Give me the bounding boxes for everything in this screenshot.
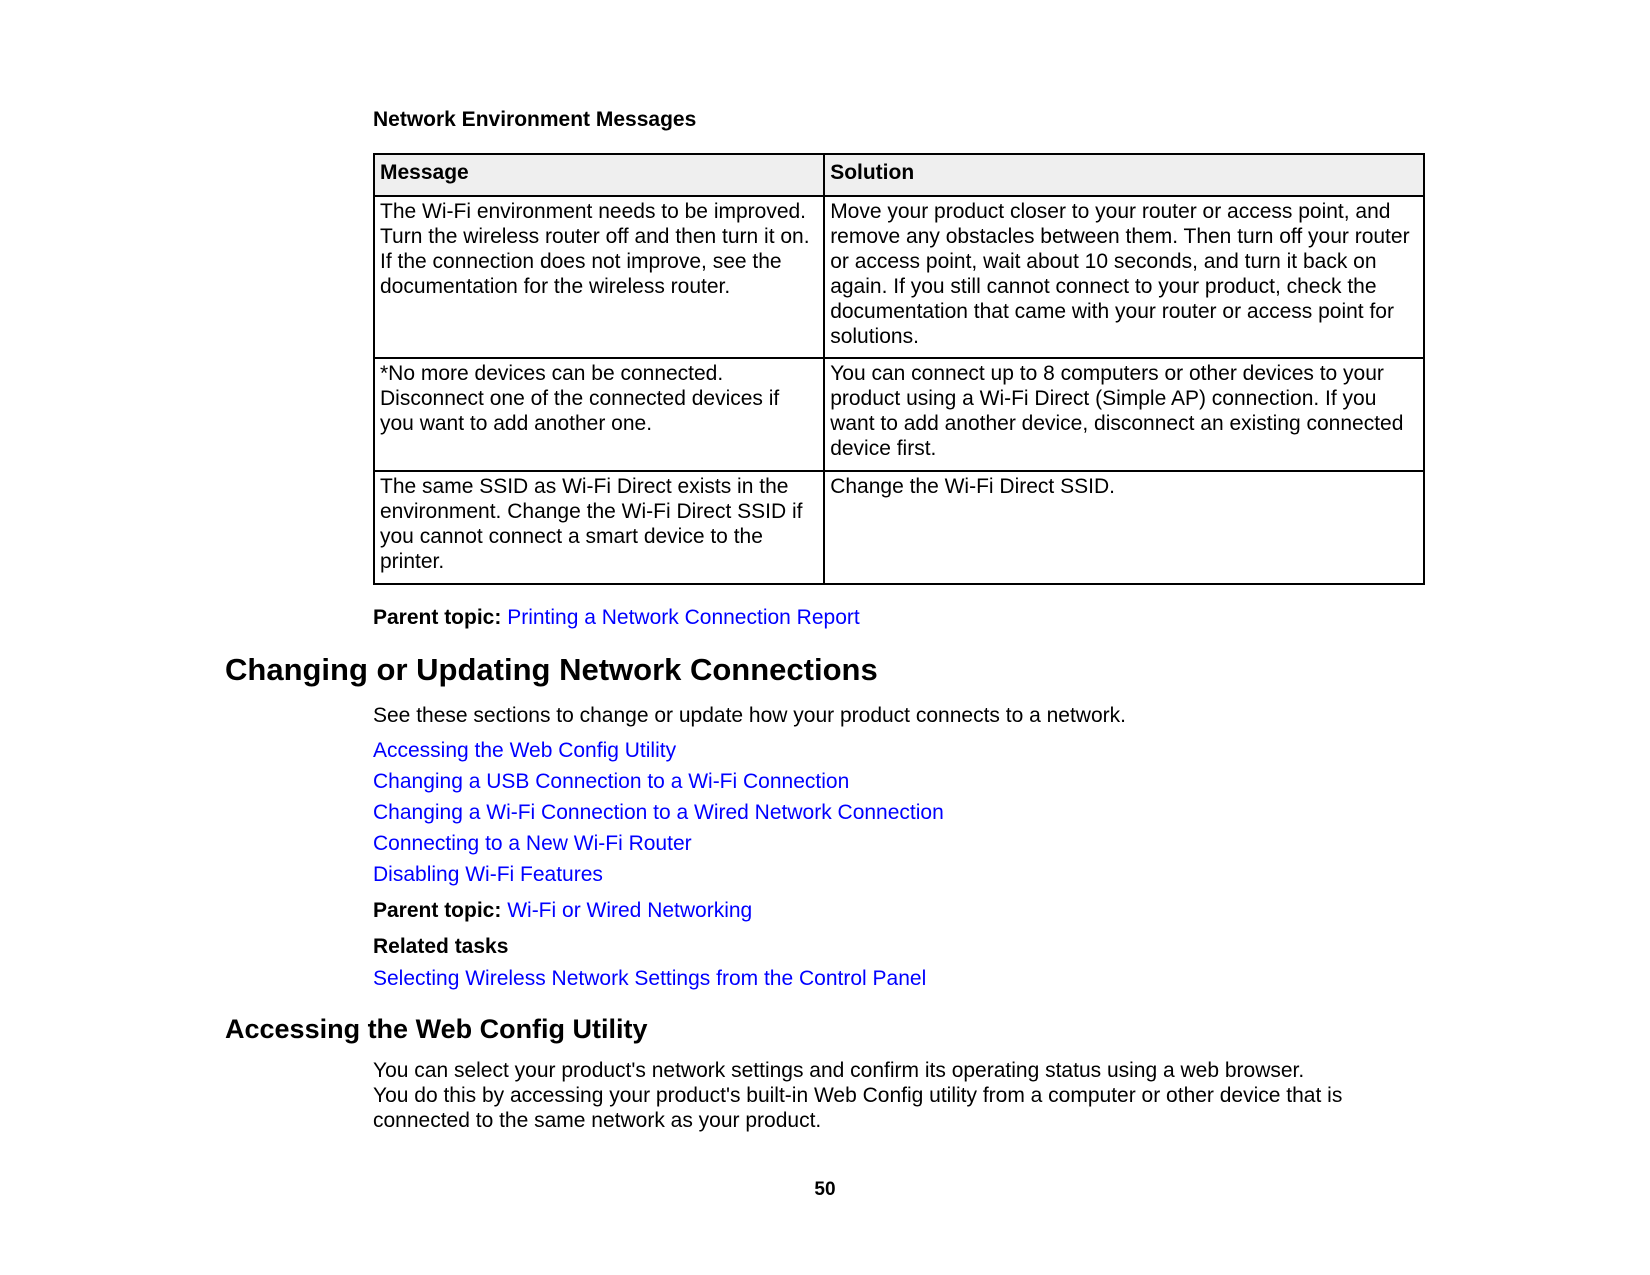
paragraph-line: connected to the same network as your product. (373, 1109, 822, 1132)
link-accessing-web-config[interactable]: Accessing the Web Config Utility (373, 739, 677, 762)
paragraph-line: You can select your product's network settings and confirm its operating status using a web browser. (373, 1059, 1305, 1082)
solution-cell: Change the Wi-Fi Direct SSID. (824, 471, 1424, 584)
table-row (374, 196, 1424, 358)
column-header-message: Message (374, 154, 824, 196)
section-intro: See these sections to change or update how your product connects to a network. (373, 704, 1126, 727)
link-new-wifi-router[interactable]: Connecting to a New Wi-Fi Router (373, 832, 692, 855)
message-cell: The same SSID as Wi-Fi Direct exists in the environment. Change the Wi-Fi Direct SSID if you cannot connect a smart device to the printer. (374, 471, 824, 584)
related-task-link[interactable]: Selecting Wireless Network Settings from the Control Panel (373, 967, 927, 990)
table-row (374, 471, 1424, 584)
parent-topic-link[interactable]: Wi-Fi or Wired Networking (507, 899, 753, 922)
table-title: Network Environment Messages (373, 108, 697, 131)
related-tasks-label: Related tasks (373, 935, 509, 958)
message-cell: *No more devices can be connected. Disconnect one of the connected devices if you want to add another one. (374, 358, 824, 471)
paragraph-line: You do this by accessing your product's built-in Web Config utility from a computer or other device that is (373, 1084, 1343, 1107)
table-row (374, 358, 1424, 471)
table-header-row (374, 154, 1424, 196)
section-heading-changing: Changing or Updating Network Connections (225, 652, 878, 687)
parent-topic-label: Parent topic: (373, 606, 502, 629)
link-wifi-to-wired[interactable]: Changing a Wi-Fi Connection to a Wired Network Connection (373, 801, 944, 824)
network-messages-table (373, 153, 1425, 585)
column-header-solution: Solution (824, 154, 1424, 196)
parent-topic (373, 606, 860, 630)
link-disabling-wifi[interactable]: Disabling Wi-Fi Features (373, 863, 603, 886)
parent-topic-link[interactable]: Printing a Network Connection Report (507, 606, 860, 629)
parent-topic-label: Parent topic: (373, 899, 502, 922)
page-number: 50 (814, 1179, 836, 1200)
link-usb-to-wifi[interactable]: Changing a USB Connection to a Wi-Fi Connection (373, 770, 850, 793)
solution-cell: You can connect up to 8 computers or other devices to your product using a Wi-Fi Direct (Simple AP) connection. If you want to add another device, disconnect an existing connected device first. (824, 358, 1424, 471)
solution-cell: Move your product closer to your router or access point, and remove any obstacles between them. Then turn off your router or access point, wait about 10 seconds, and turn it back on again. If you still cannot connect to your product, check the documentation that came with your router or access point for solutions. (824, 196, 1424, 358)
parent-topic (373, 899, 752, 923)
section-heading-web-config: Accessing the Web Config Utility (225, 1014, 648, 1044)
message-cell: The Wi-Fi environment needs to be improved. Turn the wireless router off and then turn it on. If the connection does not improve, see the documentation for the wireless router. (374, 196, 824, 358)
